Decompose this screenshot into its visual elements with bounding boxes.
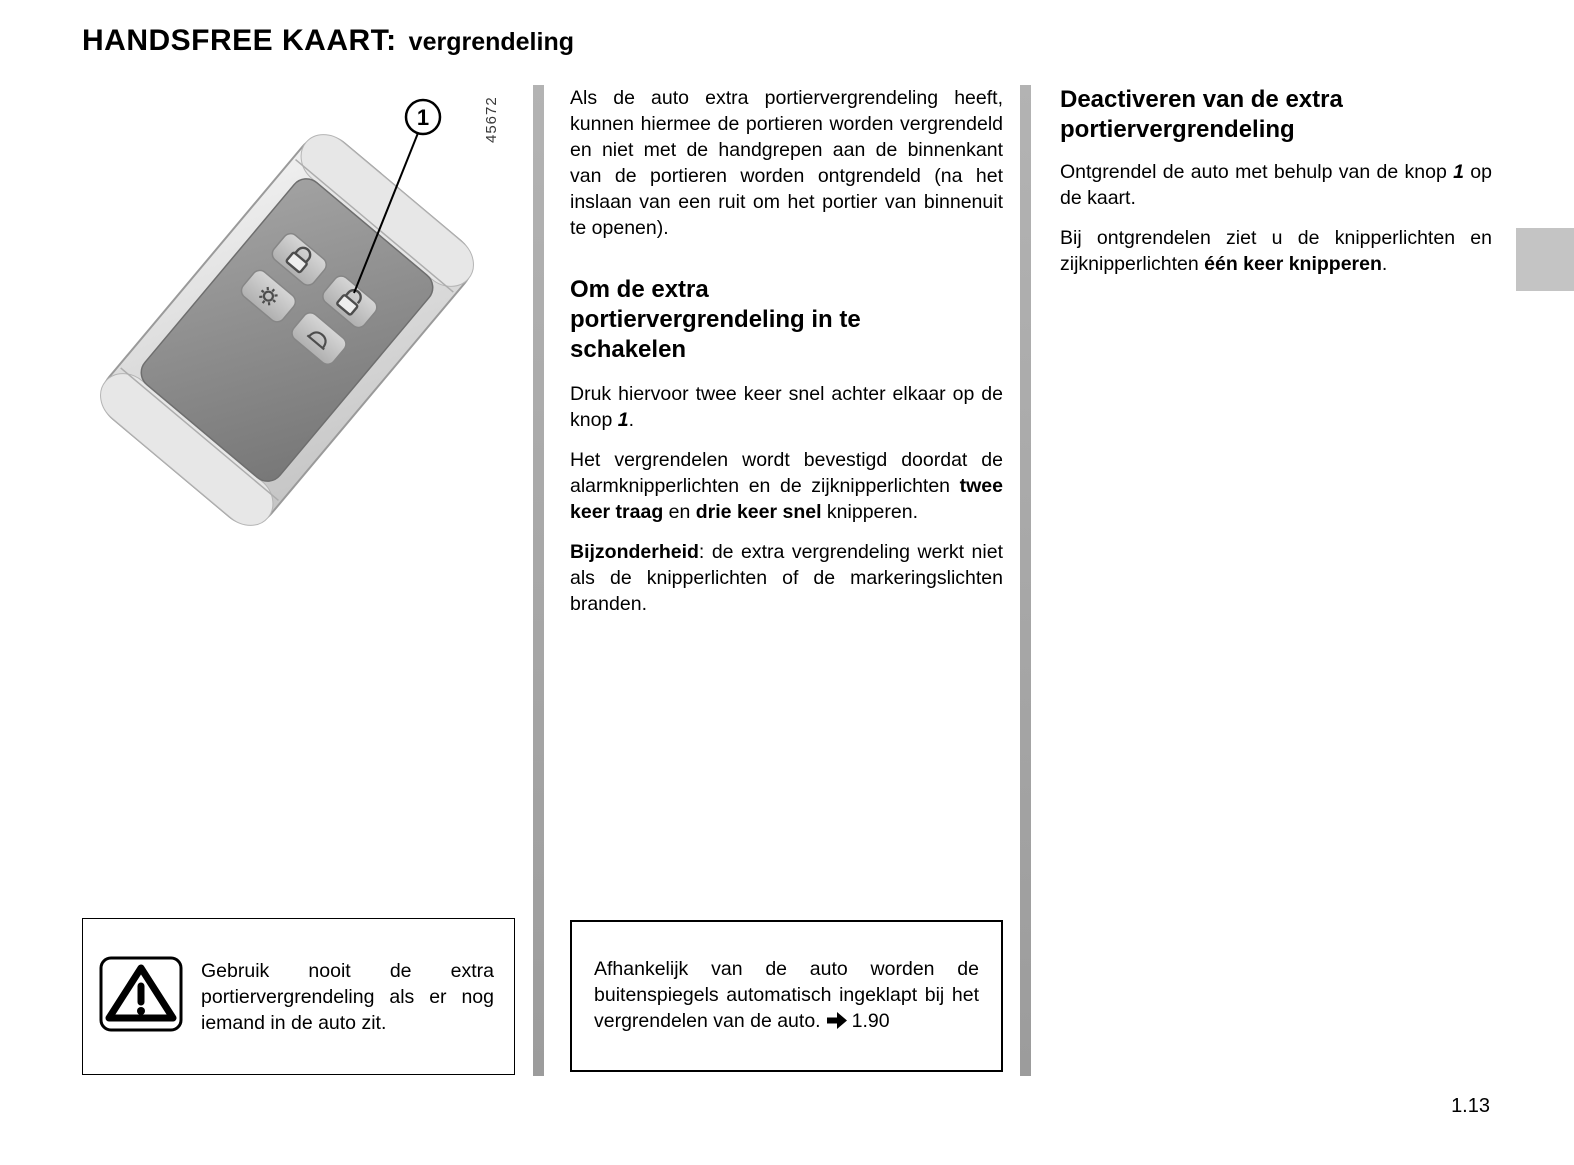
keycard-body (90, 124, 484, 536)
warning-text: Gebruik nooit de extra portiervergrendeling als er nog iemand in de auto zit. (201, 959, 494, 1034)
page-title-main: HANDSFREE KAART: (82, 24, 397, 57)
page-title-sub: vergrendeling (408, 28, 574, 56)
text-run: : de extra vergrendeling werkt niet als de knipperlichten of de markeringslichten branden. (570, 541, 1003, 615)
figure-code: 45672 (483, 96, 500, 143)
text-run: . (628, 409, 634, 431)
bold-run: Bijzonderheid (570, 541, 699, 563)
text-run: Druk hiervoor twee keer snel achter elkaar op de knop (570, 383, 1003, 431)
section-edge-tab (1516, 228, 1574, 291)
bold-run: drie keer snel (695, 501, 822, 523)
heading-deactiveren: Deactiveren van de extra portiervergrendeling (1060, 86, 1343, 143)
cross-reference-arrow-icon (827, 1010, 848, 1036)
bold-run: twee keer traag (570, 475, 1003, 523)
callout-number: 1 (416, 105, 430, 130)
text-run: Het vergrendelen wordt bevestigd doordat de alarmknipperlichten en de zijknipperlichten (570, 449, 1003, 497)
text-run: op de kaart. (1060, 161, 1492, 209)
keycard-illustration (82, 85, 512, 565)
button-number-ref: 1 (617, 409, 629, 431)
text-run: Ontgrendel de auto met behulp van de knop (1060, 161, 1454, 183)
note-text (594, 956, 979, 1036)
text-run: Bij ontgrendelen ziet u de knipperlichten en zijknipperlichten (1060, 227, 1492, 275)
warning-triangle-icon (99, 956, 183, 1037)
text-run: . (1381, 253, 1388, 275)
page-title (82, 24, 574, 58)
intro-paragraph: Als de auto extra portiervergrendeling heeft, kunnen hiermee de portieren worden vergrendeld en niet met de handgrepen aan de binnenkant van de portieren worden ontgrendeld (na het inslaan van een ruit om het portier van binnenuit te openen). (570, 87, 1003, 239)
cross-reference-page: 1.90 (851, 1010, 890, 1032)
keycard-figure (82, 85, 512, 565)
right-column (1060, 85, 1492, 291)
warning-box (82, 918, 515, 1075)
middle-column (570, 85, 1003, 631)
column-divider-left (533, 85, 544, 1076)
text-run: knipperen. (821, 501, 918, 523)
page-number: 1.13 (1451, 1095, 1490, 1117)
button-number-ref: 1 (1453, 161, 1464, 183)
text-run: Afhankelijk van de auto worden de buitenspiegels automatisch ingeklapt bij het vergrendelen van de auto. (594, 958, 979, 1032)
text-run: en (663, 501, 696, 523)
paragraph-druk (570, 381, 1003, 433)
paragraph-bevestiging (570, 447, 1003, 525)
paragraph-bijzonderheid (570, 539, 1003, 617)
paragraph-knipperen (1060, 225, 1492, 277)
bold-run: één keer knipperen (1204, 253, 1382, 275)
heading-inschakelen: Om de extra portiervergrendeling in te schakelen (570, 276, 861, 363)
column-divider-right (1020, 85, 1031, 1076)
note-box (570, 920, 1003, 1072)
paragraph-ontgrendel (1060, 159, 1492, 211)
